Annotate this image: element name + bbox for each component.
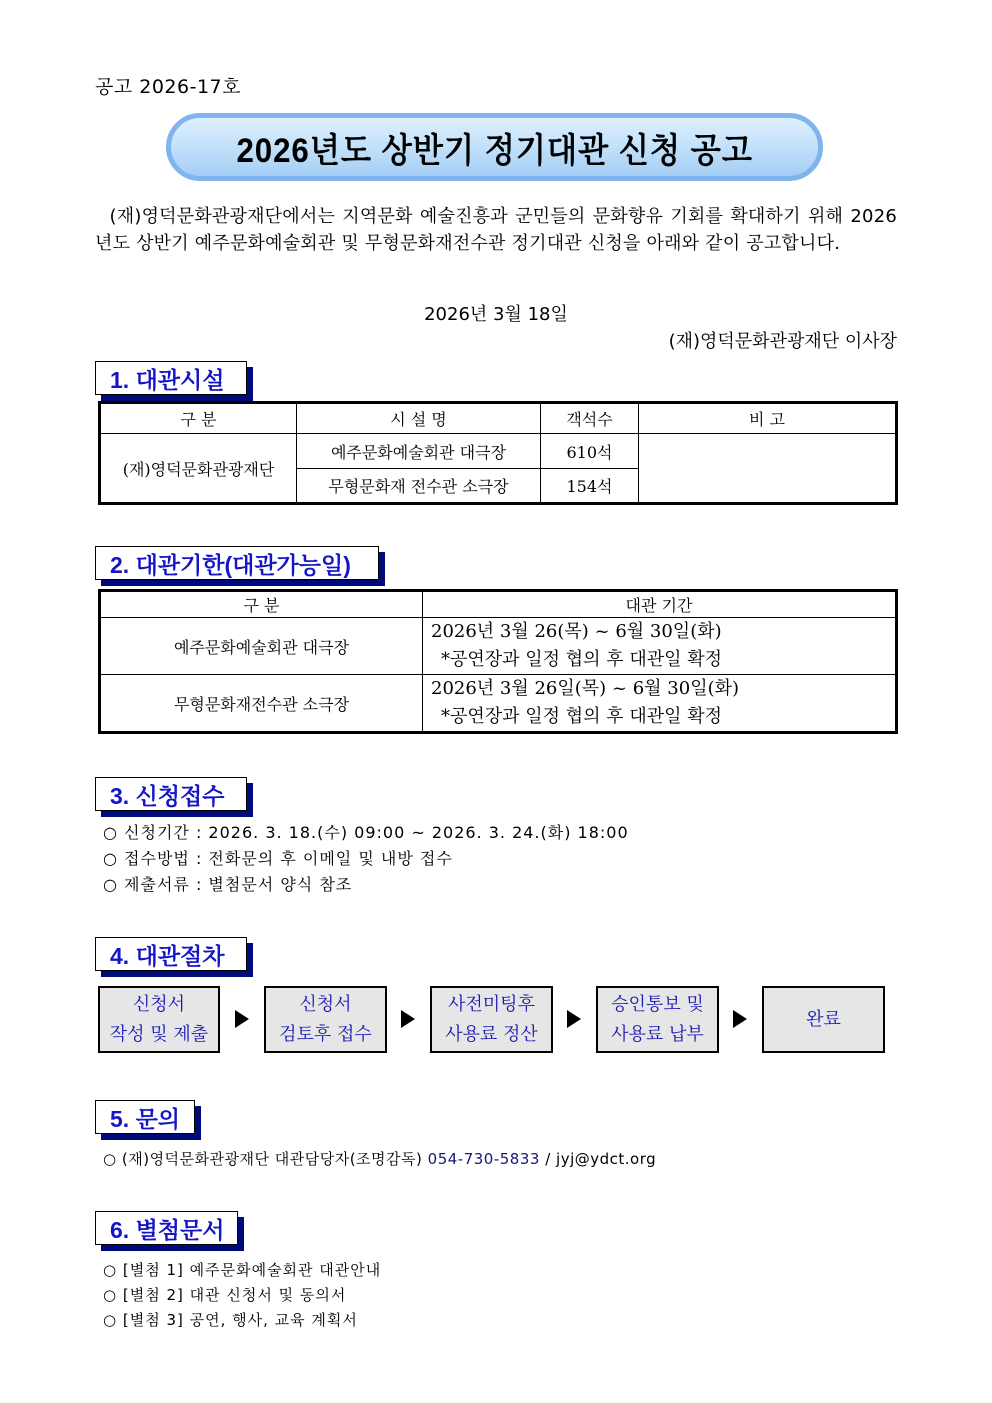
- period-cell: [423, 675, 897, 733]
- venue-cell: 예주문화예술회관 대극장: [100, 618, 423, 675]
- venue-cell: 무형문화재전수관 소극장: [100, 675, 423, 733]
- flow-step-line: 사전미팅후: [448, 993, 535, 1015]
- note-cell: [639, 434, 897, 504]
- list-item: ○ 신청기간 : 2026. 3. 18.(수) 09:00 ~ 2026. 3. 24.(화) 18:00: [103, 823, 629, 842]
- seats-cell: 154석: [541, 469, 639, 504]
- flow-step-line: 신청서: [299, 993, 352, 1015]
- table-row: [100, 675, 897, 733]
- bullet-circle-icon: ○: [103, 1150, 117, 1168]
- org-cell: (재)영덕문화관광재단: [100, 434, 297, 504]
- period-text: 2026년 3월 26일(목) ~ 6월 30일(화): [431, 678, 740, 699]
- section-4-heading: 4. 대관절차: [95, 937, 247, 971]
- table-row: [100, 618, 897, 675]
- period-cell: [423, 618, 897, 675]
- flow-step-line: 사용료 납부: [611, 1023, 704, 1045]
- arrow-right-icon: [733, 1010, 747, 1028]
- application-info-list: [103, 820, 629, 898]
- period-table: [98, 589, 898, 734]
- col-header-facility: 시 설 명: [297, 403, 541, 434]
- page-title: 2026년도 상반기 정기대관 신청 공고: [236, 131, 753, 170]
- col-header-category: 구 분: [100, 591, 423, 618]
- flow-step-line: 승인통보 및: [611, 993, 704, 1015]
- facility-table: [98, 401, 898, 505]
- period-text: 2026년 3월 26(목) ~ 6월 30일(화): [431, 621, 722, 642]
- section-1-heading: 1. 대관시설: [95, 361, 247, 395]
- contact-line: [103, 1148, 656, 1169]
- list-item: ○ [별첨 3] 공연, 행사, 교육 계획서: [103, 1311, 358, 1329]
- list-item: ○ [별첨 2] 대관 신청서 및 동의서: [103, 1286, 347, 1304]
- list-item: ○ [별첨 1] 예주문화예술회관 대관안내: [103, 1261, 382, 1279]
- flow-step-4: [596, 986, 719, 1053]
- intro-paragraph: [95, 203, 897, 257]
- col-header-category: 구 분: [100, 403, 297, 434]
- arrow-right-icon: [235, 1010, 249, 1028]
- attachment-list: [103, 1258, 381, 1333]
- flow-step-line: 완료: [806, 1008, 841, 1030]
- flow-step-line: 신청서: [132, 993, 186, 1015]
- table-header-row: [100, 403, 897, 434]
- intro-text: (재)영덕문화관광재단에서는 지역문화 예술진흥과 군민들의 문화향유 기회를 확대하기 위해 2026년도 상반기 예주문화예술회관 및 무형문화재전수관 정기대관 신청을 아래와 같이 공고합니다.: [95, 206, 897, 254]
- flow-step-line: 작성 및 제출: [109, 1023, 209, 1045]
- title-banner: [166, 113, 823, 181]
- period-remark: *공연장과 일정 협의 후 대관일 확정: [441, 706, 723, 727]
- facility-cell: 예주문화예술회관 대극장: [297, 434, 541, 469]
- facility-cell: 무형문화재 전수관 소극장: [297, 469, 541, 504]
- notice-number: 공고 2026-17호: [95, 76, 241, 98]
- list-item: ○ 접수방법 : 전화문의 후 이메일 및 내방 접수: [103, 849, 453, 868]
- section-6-heading: 6. 별첨문서: [95, 1211, 238, 1245]
- flow-step-2: [264, 986, 387, 1053]
- flow-step-3: [430, 986, 553, 1053]
- flow-step-5: [762, 986, 885, 1053]
- flow-step-1: [98, 986, 220, 1053]
- arrow-right-icon: [567, 1010, 581, 1028]
- arrow-right-icon: [401, 1010, 415, 1028]
- section-5-heading: 5. 문의: [95, 1100, 195, 1134]
- contact-label: (재)영덕문화관광재단 대관담당자(조명감독): [121, 1150, 423, 1168]
- notice-date: 2026년 3월 18일: [424, 304, 568, 325]
- list-item: ○ 제출서류 : 별첨문서 양식 참조: [103, 875, 353, 894]
- table-header-row: [100, 591, 897, 618]
- period-remark: *공연장과 일정 협의 후 대관일 확정: [441, 649, 723, 670]
- issuer: (재)영덕문화관광재단 이사장: [668, 331, 897, 352]
- col-header-seats: 객석수: [541, 403, 639, 434]
- col-header-note: 비 고: [639, 403, 897, 434]
- flow-step-line: 사용료 정산: [445, 1023, 538, 1045]
- section-3-heading: 3. 신청접수: [95, 777, 247, 811]
- section-2-heading: 2. 대관기한(대관가능일): [95, 546, 379, 580]
- flow-step-line: 검토후 접수: [279, 1023, 372, 1045]
- separator: /: [545, 1150, 551, 1168]
- seats-cell: 610석: [541, 434, 639, 469]
- contact-phone[interactable]: 054-730-5833: [427, 1150, 540, 1168]
- contact-email[interactable]: jyj@ydct.org: [556, 1150, 657, 1168]
- col-header-period: 대관 기간: [423, 591, 897, 618]
- table-row: [100, 434, 897, 469]
